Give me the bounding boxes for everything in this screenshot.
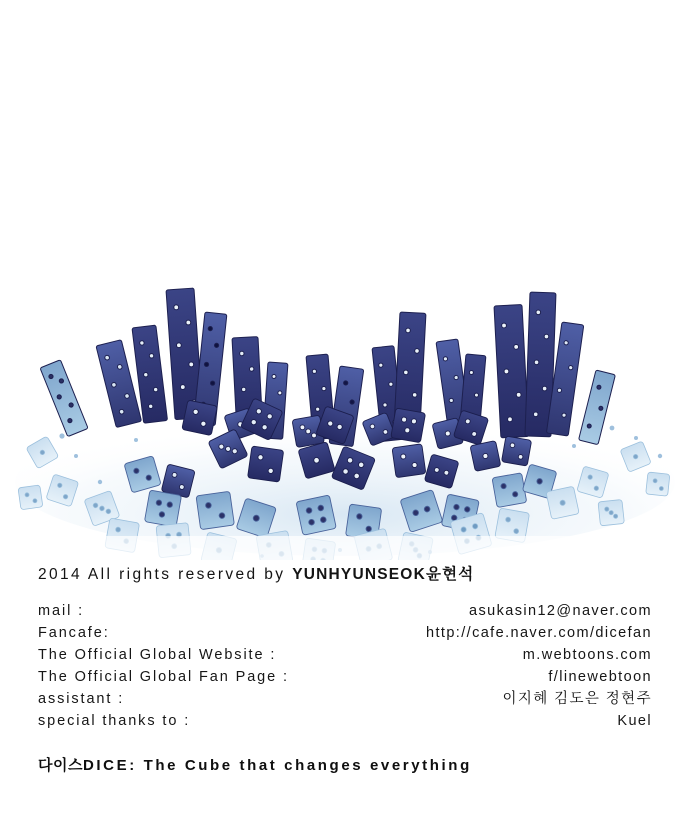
copyright-text: 2014 All rights reserved by bbox=[38, 566, 286, 583]
credit-row-mail bbox=[38, 600, 652, 622]
credit-label: The Official Global Fan Page : bbox=[38, 669, 289, 686]
credit-label: mail : bbox=[38, 603, 85, 619]
credit-label: assistant : bbox=[38, 691, 125, 708]
credit-value-fancafe[interactable]: http://cafe.naver.com/dicefan bbox=[426, 625, 652, 642]
tagline-korean: 다이스 bbox=[38, 757, 83, 775]
tagline-english: DICE: The Cube that changes everything bbox=[82, 757, 472, 775]
credit-value-assistant: 이지혜 김도은 정현주 bbox=[502, 691, 652, 708]
credit-value-fanpage[interactable]: f/linewebtoon bbox=[548, 669, 652, 686]
credit-value-special-thanks: Kuel bbox=[617, 713, 652, 730]
credit-label: special thanks to : bbox=[38, 713, 191, 730]
credit-row-website bbox=[38, 644, 652, 666]
dice-city-illustration bbox=[0, 250, 690, 560]
credit-row-fanpage bbox=[38, 666, 652, 688]
author-name: YUNHYUNSEOK윤현석 bbox=[292, 566, 475, 583]
credit-label: Fancafe: bbox=[38, 625, 110, 642]
credit-value-mail[interactable]: asukasin12@naver.com bbox=[469, 603, 652, 619]
series-tagline bbox=[38, 754, 652, 775]
credits-block bbox=[0, 562, 690, 775]
credit-row-fancafe bbox=[38, 622, 652, 644]
copyright-line bbox=[38, 562, 652, 584]
credit-row-assistant bbox=[38, 688, 652, 710]
credit-row-special-thanks bbox=[38, 710, 652, 732]
credit-value-website[interactable]: m.webtoons.com bbox=[522, 647, 652, 664]
credit-label: The Official Global Website : bbox=[38, 647, 277, 664]
